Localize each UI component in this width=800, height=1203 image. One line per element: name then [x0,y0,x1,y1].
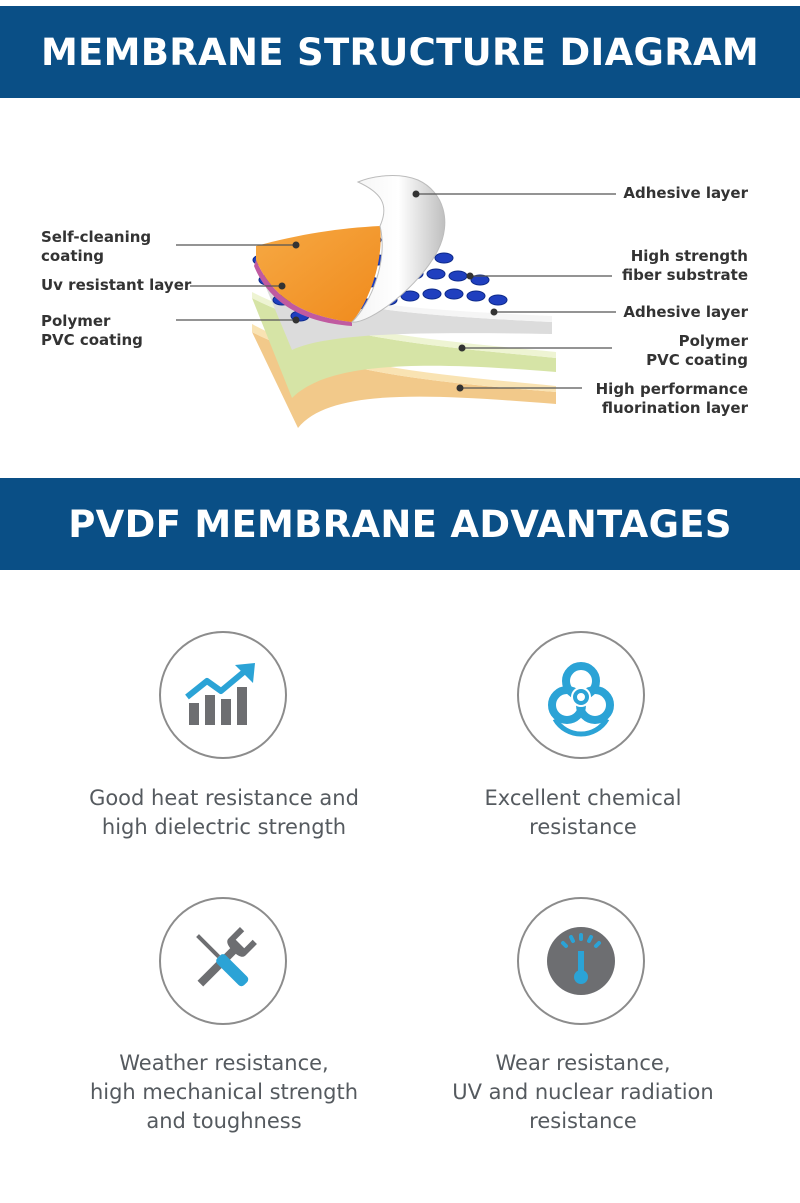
advantage-text-chemical: Excellent chemical resistance [484,786,682,839]
label-adhesive-layer-top: Adhesive layer [623,184,748,202]
label-adhesive-layer-mid: Adhesive layer [623,303,748,321]
advantage-text-weather: Weather resistance, high mechanical strength and toughness [89,1051,359,1133]
label-fiber-substrate: High strength fiber substrate [622,247,748,284]
advantage-icon-circle [517,631,645,759]
advantage-text-wear: Wear resistance, UV and nuclear radiation resistance [452,1051,714,1133]
advantage-text-heat: Good heat resistance and high dielectric strength [89,786,359,839]
biohazard-icon [539,653,623,737]
advantage-icon-circle [159,897,287,1025]
advantage-icon-circle [517,897,645,1025]
label-self-cleaning-coating: Self-cleaning coating [41,228,152,265]
advantages-banner [0,478,800,570]
wrench-screwdriver-icon [183,921,263,1001]
gauge-icon [541,921,621,1001]
structure-diagram-banner [0,6,800,98]
membrane-structure-diagram [0,110,800,470]
advantages-title: PVDF MEMBRANE ADVANTAGES [68,502,732,546]
label-polymer-pvc-left: Polymer PVC coating [41,312,143,349]
advantage-icon-circle [159,631,287,759]
growth-chart-icon [183,663,263,727]
label-fluorination-layer: High performance fluorination layer [595,380,748,417]
label-polymer-pvc-right: Polymer PVC coating [646,332,748,369]
structure-diagram-title: MEMBRANE STRUCTURE DIAGRAM [40,30,760,74]
label-uv-resistant-layer: Uv resistant layer [41,276,192,294]
